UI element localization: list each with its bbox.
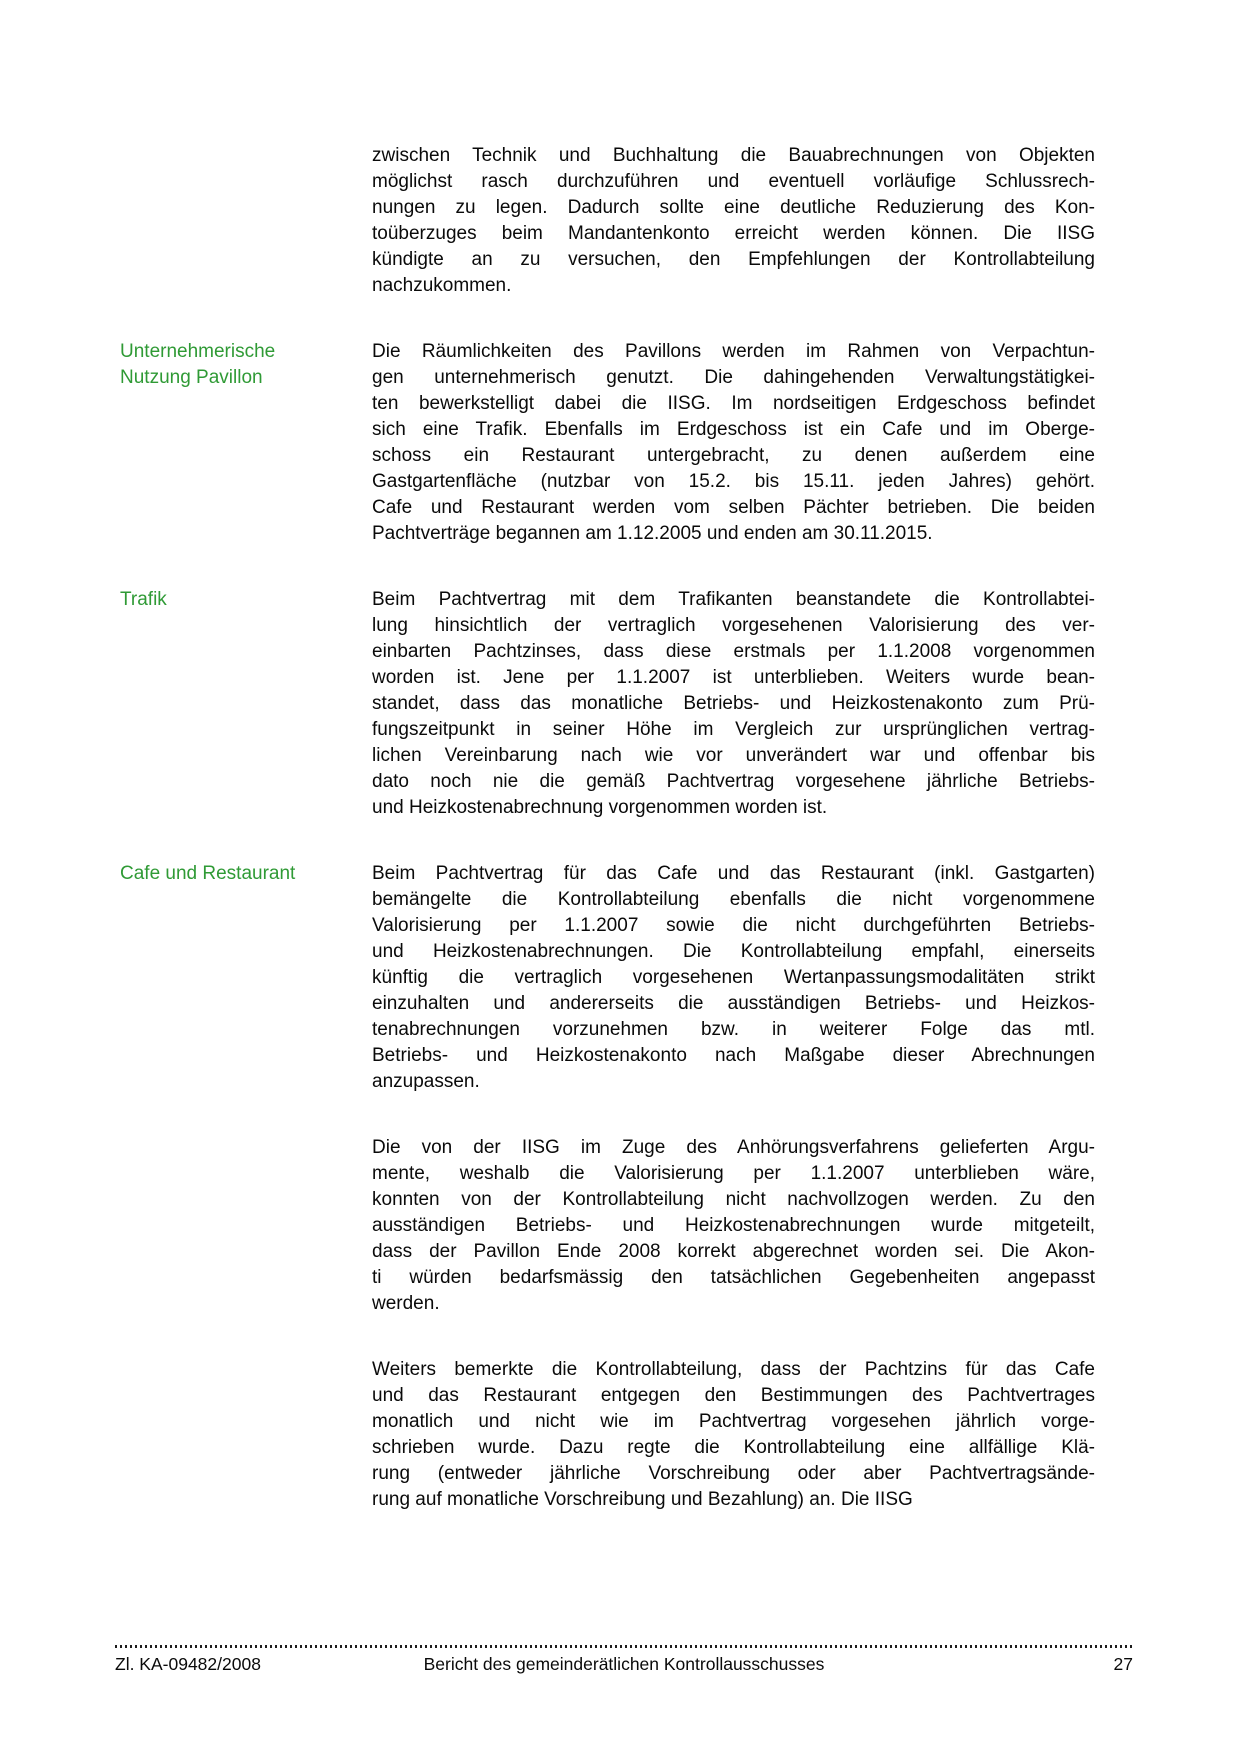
text-line: gen unternehmerisch genutzt. Die dahingehenden Verwaltungstätigkei- <box>372 367 1095 388</box>
text-line: und Heizkostenabrechnungen. Die Kontrollabteilung empfahl, einerseits <box>372 941 1095 962</box>
text-line: und das Restaurant entgegen den Bestimmungen des Pachtvertrages <box>372 1385 1095 1406</box>
paragraph <box>372 1135 1095 1317</box>
section-row <box>120 339 1095 547</box>
text-line: und Heizkostenabrechnung vorgenommen worden ist. <box>372 797 828 818</box>
text-line: einzuhalten und andererseits die ausständigen Betriebs- und Heizkos- <box>372 993 1095 1014</box>
paragraph <box>372 587 1095 821</box>
text-line: Valorisierung per 1.1.2007 sowie die nicht durchgeführten Betriebs- <box>372 915 1095 936</box>
section-text <box>372 587 1095 821</box>
text-line: Beim Pachtvertrag für das Cafe und das Restaurant (inkl. Gastgarten) <box>372 863 1095 884</box>
section-row <box>120 587 1095 821</box>
text-line: worden ist. Jene per 1.1.2007 ist unterblieben. Weiters wurde bean- <box>372 667 1095 688</box>
text-line: rung (entweder jährliche Vorschreibung oder aber Pachtvertragsände- <box>372 1463 1095 1484</box>
text-line: toüberzuges beim Mandantenkonto erreicht werden können. Die IISG <box>372 223 1095 244</box>
text-line: Die Räumlichkeiten des Pavillons werden im Rahmen von Verpachtun- <box>372 341 1095 362</box>
text-line: fungszeitpunkt in seiner Höhe im Vergleich zur ursprünglichen vertrag- <box>372 719 1095 740</box>
text-line: Cafe und Restaurant werden vom selben Pächter betrieben. Die beiden <box>372 497 1095 518</box>
text-line: kündigte an zu versuchen, den Empfehlungen der Kontrollabteilung <box>372 249 1095 270</box>
text-line: ten bewerkstelligt dabei die IISG. Im nordseitigen Erdgeschoss befindet <box>372 393 1095 414</box>
text-line: einbarten Pachtzinses, dass diese erstmals per 1.1.2008 vorgenommen <box>372 641 1095 662</box>
text-line: rung auf monatliche Vorschreibung und Bezahlung) an. Die IISG <box>372 1489 913 1510</box>
text-line: nungen zu legen. Dadurch sollte eine deutliche Reduzierung des Kon- <box>372 197 1095 218</box>
text-line: Weiters bemerkte die Kontrollabteilung, dass der Pachtzins für das Cafe <box>372 1359 1095 1380</box>
margin-label <box>120 587 372 821</box>
text-line: künftig die vertraglich vorgesehenen Wertanpassungsmodalitäten strikt <box>372 967 1095 988</box>
sections <box>120 143 1095 1513</box>
document-body <box>120 143 1095 1553</box>
paragraph <box>372 1357 1095 1513</box>
text-line: lichen Vereinbarung nach wie vor unverändert war und offenbar bis <box>372 745 1095 766</box>
text-line: bemängelte die Kontrollabteilung ebenfalls die nicht vorgenommene <box>372 889 1095 910</box>
text-line: Die von der IISG im Zuge des Anhörungsverfahrens gelieferten Argu- <box>372 1137 1095 1158</box>
text-line: dato noch nie die gemäß Pachtvertrag vorgesehene jährliche Betriebs- <box>372 771 1095 792</box>
margin-label-line: Cafe und Restaurant <box>120 863 296 884</box>
text-line: sich eine Trafik. Ebenfalls im Erdgeschoss ist ein Cafe und im Oberge- <box>372 419 1095 440</box>
footer-title: Bericht des gemeinderätlichen Kontrollausschusses <box>423 1654 825 1674</box>
paragraph <box>372 339 1095 547</box>
margin-label-line: Nutzung Pavillon <box>120 367 263 388</box>
text-line: lung hinsichtlich der vertraglich vorgesehenen Valorisierung des ver- <box>372 615 1095 636</box>
text-line: schoss ein Restaurant untergebracht, zu denen außerdem eine <box>372 445 1095 466</box>
margin-label-line: Unternehmerische <box>120 341 276 362</box>
text-line: standet, dass das monatliche Betriebs- und Heizkostenakonto zum Prü- <box>372 693 1095 714</box>
text-line: monatlich und nicht wie im Pachtvertrag vorgesehen jährlich vorge- <box>372 1411 1095 1432</box>
text-line: Betriebs- und Heizkostenakonto nach Maßgabe dieser Abrechnungen <box>372 1045 1095 1066</box>
margin-label <box>120 143 372 299</box>
text-line: nachzukommen. <box>372 275 512 296</box>
section-text <box>372 861 1095 1513</box>
section-text <box>372 143 1095 299</box>
text-line: ausständigen Betriebs- und Heizkostenabrechnungen wurde mitgeteilt, <box>372 1215 1095 1236</box>
footer-reference: Zl. KA-09482/2008 <box>115 1654 261 1674</box>
footer-divider <box>115 1645 1133 1648</box>
footer-row <box>115 1653 1133 1675</box>
text-line: Beim Pachtvertrag mit dem Trafikanten beanstandete die Kontrollabtei- <box>372 589 1095 610</box>
text-line: Pachtverträge begannen am 1.12.2005 und enden am 30.11.2015. <box>372 523 933 544</box>
text-line: anzupassen. <box>372 1071 480 1092</box>
text-line: zwischen Technik und Buchhaltung die Bauabrechnungen von Objekten <box>372 145 1095 166</box>
section-row <box>120 143 1095 299</box>
text-line: konnten von der Kontrollabteilung nicht nachvollzogen werden. Zu den <box>372 1189 1095 1210</box>
margin-label <box>120 339 372 547</box>
text-line: dass der Pavillon Ende 2008 korrekt abgerechnet worden sei. Die Akon- <box>372 1241 1095 1262</box>
text-line: ti würden bedarfsmässig den tatsächlichen Gegebenheiten angepasst <box>372 1267 1095 1288</box>
paragraph <box>372 143 1095 299</box>
paragraph <box>372 861 1095 1095</box>
page-footer <box>115 1645 1133 1675</box>
margin-label-line: Trafik <box>120 589 167 610</box>
section-row <box>120 861 1095 1513</box>
text-line: werden. <box>372 1293 440 1314</box>
text-line: tenabrechnungen vorzunehmen bzw. in weiterer Folge das mtl. <box>372 1019 1095 1040</box>
text-line: schrieben wurde. Dazu regte die Kontrollabteilung eine allfällige Klä- <box>372 1437 1095 1458</box>
text-line: mente, weshalb die Valorisierung per 1.1.2007 unterblieben wäre, <box>372 1163 1095 1184</box>
footer-page-number: 27 <box>1113 1654 1133 1674</box>
text-line: Gastgartenfläche (nutzbar von 15.2. bis 15.11. jeden Jahres) gehört. <box>372 471 1095 492</box>
margin-label <box>120 861 372 1513</box>
section-text <box>372 339 1095 547</box>
text-line: möglichst rasch durchzuführen und eventuell vorläufige Schlussrech- <box>372 171 1095 192</box>
